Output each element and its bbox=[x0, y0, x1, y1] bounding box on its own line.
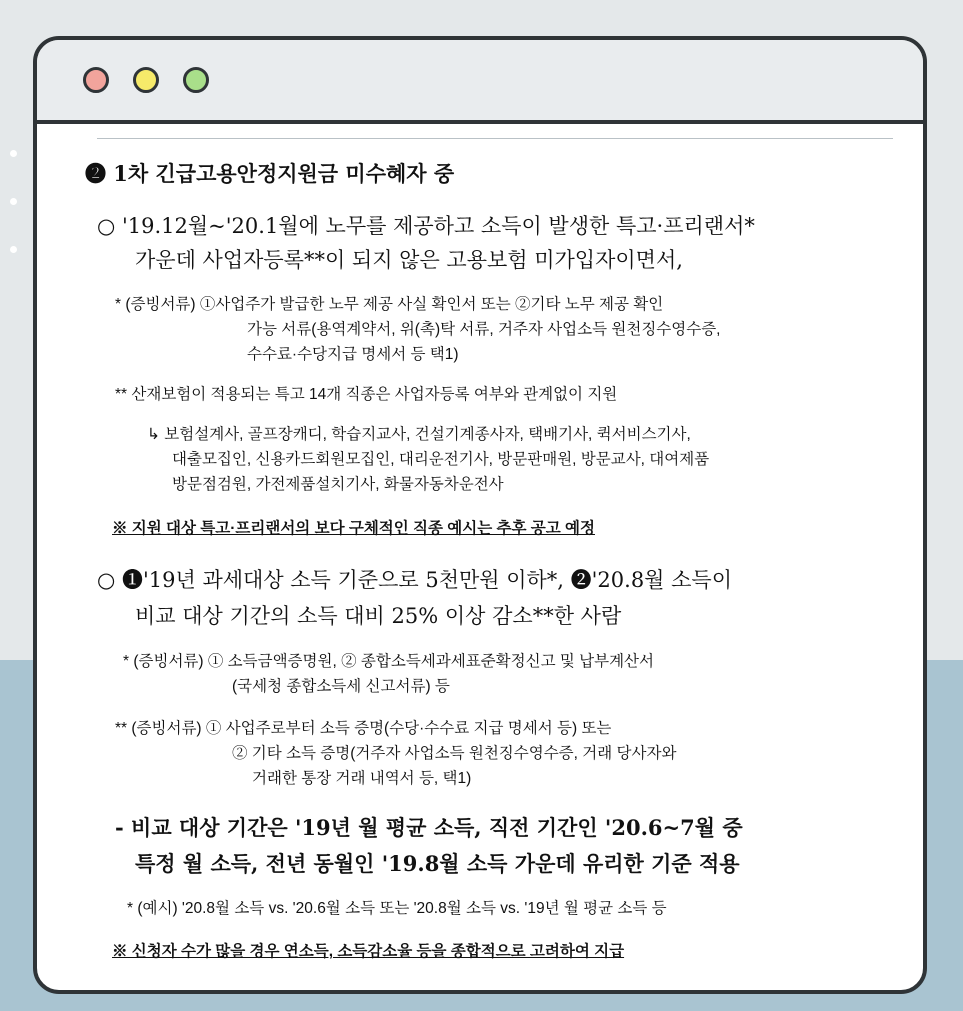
note-1-line-1: * (증빙서류) ①사업주가 발급한 노무 제공 사실 확인서 또는 ②기타 노무 제공 확인 bbox=[115, 296, 664, 313]
bullet-1-line-1: ○ '19.12월~'20.1월에 노무를 제공하고 소득이 발생한 특고·프리랜서* bbox=[97, 214, 755, 238]
decor-dot bbox=[10, 150, 17, 157]
note-4-line-1: ** (증빙서류) ① 사업주로부터 소득 증명(수당·수수료 지급 명세서 등) 또는 bbox=[115, 720, 612, 737]
example-note: * (예시) '20.8월 소득 vs. '20.6월 소득 또는 '20.8월 소득 vs. '19년 월 평균 소득 등 bbox=[127, 900, 667, 917]
maximize-button[interactable] bbox=[183, 67, 209, 93]
note-2-line-2: ↳ 보험설계사, 골프장캐디, 학습지교사, 건설기계종사자, 택배기사, 퀵서비스기사, bbox=[147, 426, 691, 443]
browser-window bbox=[33, 36, 927, 994]
note-1-line-3: 수수료·수당지급 명세서 등 택1) bbox=[247, 346, 459, 363]
note-2-line-4: 방문점검원, 가전제품설치기사, 화물자동차운전사 bbox=[172, 476, 504, 493]
bullet-1-line-2: 가운데 사업자등록**이 되지 않은 고용보험 미가입자이면서, bbox=[135, 248, 683, 272]
note-2-line-3: 대출모집인, 신용카드회원모집인, 대리운전기사, 방문판매원, 방문교사, 대여제품 bbox=[172, 451, 710, 468]
divider bbox=[97, 138, 893, 139]
window-titlebar bbox=[37, 40, 923, 124]
comparison-line-2: 특정 월 소득, 전년 동월인 '19.8월 소득 가운데 유리한 기준 적용 bbox=[135, 851, 740, 876]
bullet-2-line-1: ○ ❶'19년 과세대상 소득 기준으로 5천만원 이하*, ❷'20.8월 소득이 bbox=[97, 568, 733, 592]
note-2-line-1: ** 산재보험이 적용되는 특고 14개 직종은 사업자등록 여부와 관계없이 지원 bbox=[115, 386, 618, 403]
comparison-line-1: - 비교 대상 기간은 '19년 월 평균 소득, 직전 기간인 '20.6~7월 중 bbox=[115, 815, 743, 840]
note-3-line-2: (국세청 종합소득세 신고서류) 등 bbox=[232, 678, 450, 695]
section-heading: ❷ 1차 긴급고용안정지원금 미수혜자 중 bbox=[85, 161, 455, 186]
notice-2: ※ 신청자 수가 많을 경우 연소득, 소득감소율 등을 종합적으로 고려하여 지급 bbox=[112, 943, 625, 960]
note-1-line-2: 가능 서류(용역계약서, 위(촉)탁 서류, 거주자 사업소득 원천징수영수증, bbox=[247, 321, 721, 338]
bullet-2-line-2: 비교 대상 기간의 소득 대비 25% 이상 감소**한 사람 bbox=[135, 604, 622, 628]
close-button[interactable] bbox=[83, 67, 109, 93]
document-content bbox=[37, 124, 923, 990]
decor-dot bbox=[10, 246, 17, 253]
note-3-line-1: * (증빙서류) ① 소득금액증명원, ② 종합소득세과세표준확정신고 및 납부계산서 bbox=[123, 653, 654, 670]
minimize-button[interactable] bbox=[133, 67, 159, 93]
notice-1: ※ 지원 대상 특고·프리랜서의 보다 구체적인 직종 예시는 추후 공고 예정 bbox=[112, 520, 595, 537]
decor-dot bbox=[10, 198, 17, 205]
note-4-line-3: 거래한 통장 거래 내역서 등, 택1) bbox=[252, 770, 472, 787]
note-4-line-2: ② 기타 소득 증명(거주자 사업소득 원천징수영수증, 거래 당사자와 bbox=[232, 745, 677, 762]
